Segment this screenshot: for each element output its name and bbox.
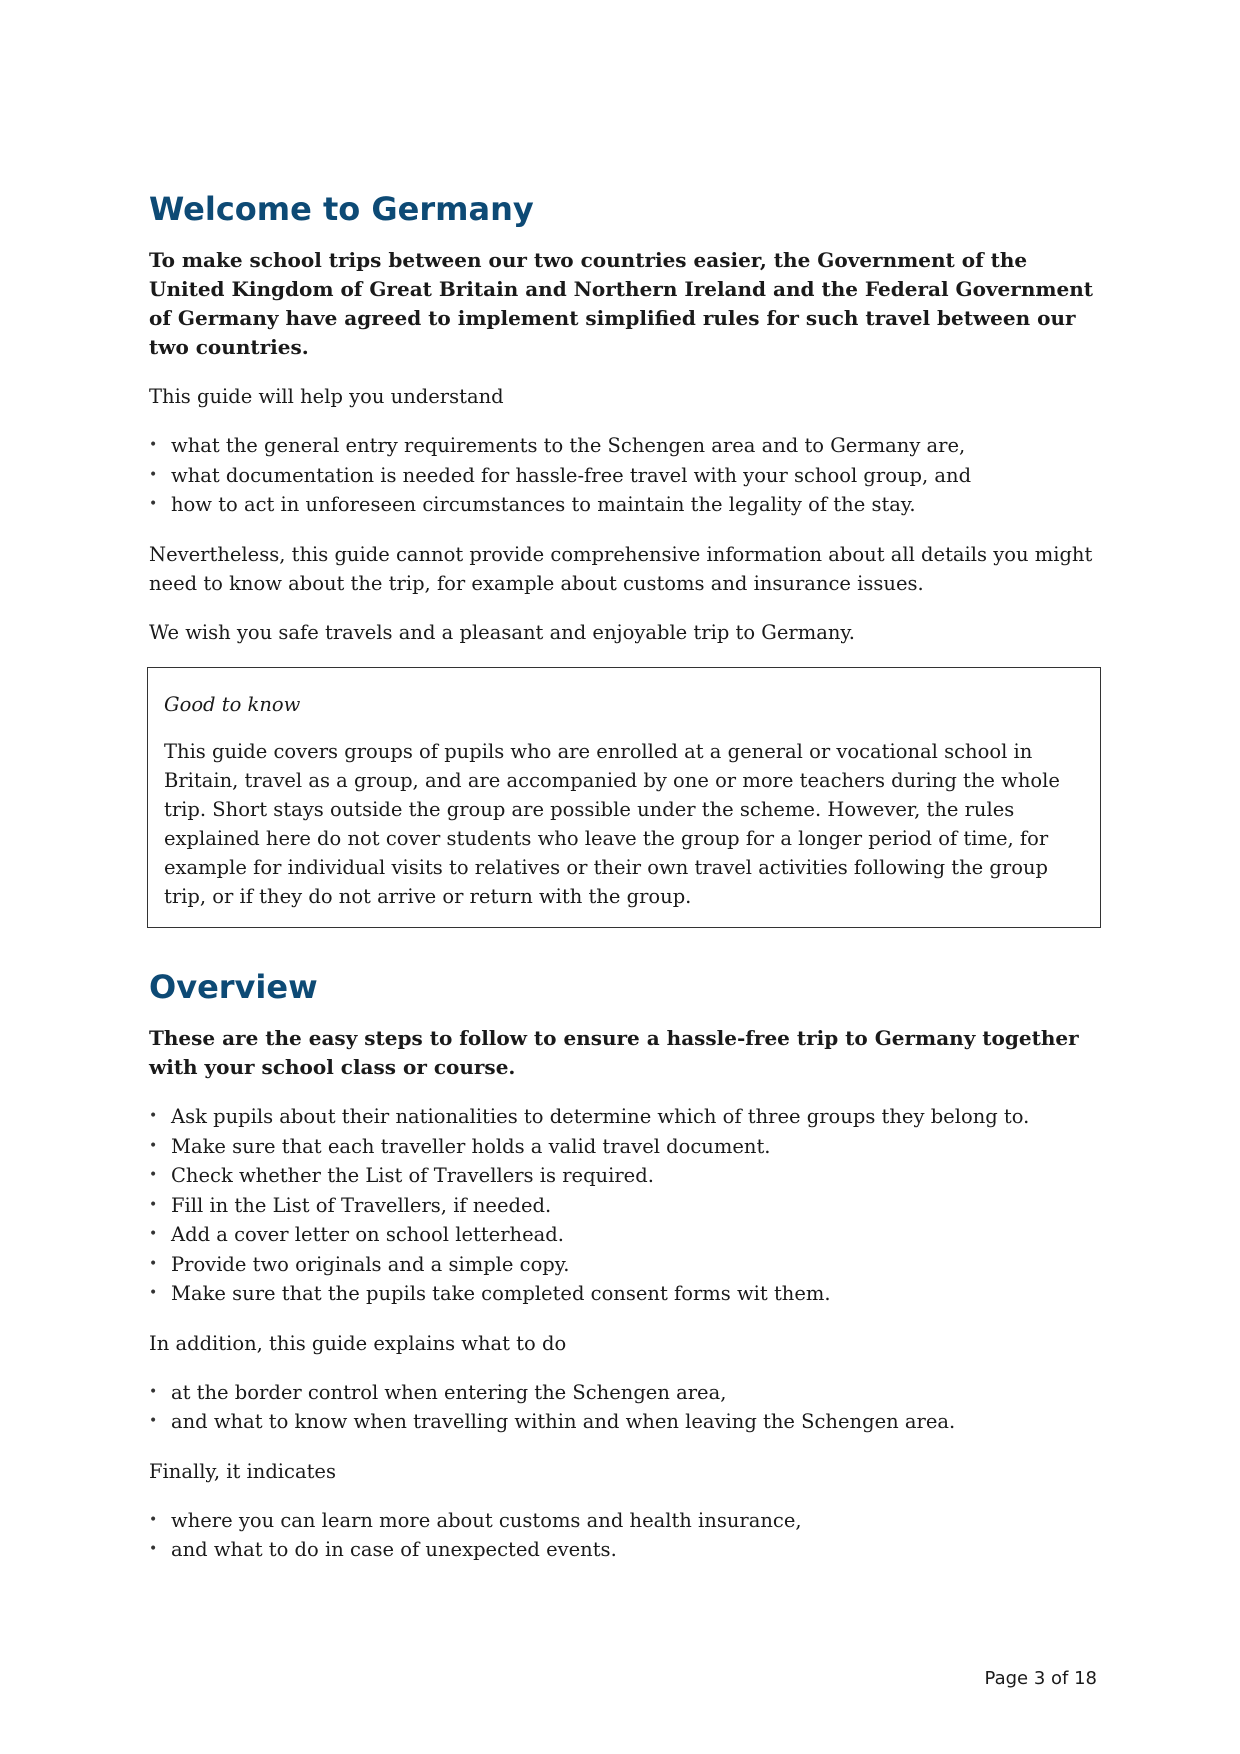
overview-finally-list: [149, 1506, 1101, 1565]
overview-steps-list: [149, 1102, 1101, 1309]
page-number: Page 3 of 18: [984, 1668, 1097, 1689]
welcome-heading: Welcome to Germany: [149, 190, 534, 228]
list-item: • at the border control when entering the Schengen area,: [149, 1378, 1101, 1408]
list-item: • what documentation is needed for hassle-free travel with your school group, and: [149, 461, 1101, 491]
overview-addition-intro: In addition, this guide explains what to do: [149, 1331, 567, 1355]
list-item: • and what to know when travelling within and when leaving the Schengen area.: [149, 1407, 1101, 1437]
list-item: • Make sure that the pupils take completed consent forms wit them.: [149, 1279, 1101, 1309]
overview-finally-intro: Finally, it indicates: [149, 1459, 336, 1483]
overview-addition-list: [149, 1378, 1101, 1437]
good-to-know-text: This guide covers groups of pupils who are enrolled at a general or vocational school in Britain, travel as a group, and are accompanied by one or more teachers during the whole trip. Short stays outside the group are possible under the scheme. However, the rules explained here do not cover students who leave the group for a longer period of time, for example for individual visits to relatives or their own travel activities following the group trip, or if they do not arrive or return with the group.: [164, 739, 1060, 908]
list-item: • what the general entry requirements to the Schengen area and to Germany are,: [149, 431, 1101, 461]
welcome-bullet-list: [149, 431, 1101, 520]
document-page: [149, 190, 1101, 1585]
list-item: • and what to do in case of unexpected events.: [149, 1535, 1101, 1565]
list-item: • Provide two originals and a simple copy.: [149, 1250, 1101, 1280]
good-to-know-box: [147, 667, 1101, 928]
list-item: • Add a cover letter on school letterhead.: [149, 1220, 1101, 1250]
welcome-intro: This guide will help you understand: [149, 385, 504, 409]
welcome-paragraph-2: We wish you safe travels and a pleasant and enjoyable trip to Germany.: [149, 620, 856, 644]
welcome-lead: To make school trips between our two countries easier, the Government of the United Kingdom of Great Britain and Northern Ireland and the Federal Government of Germany have agreed to implement simplified rules for such travel between our two countries.: [149, 248, 1094, 360]
list-item: • how to act in unforeseen circumstances to maintain the legality of the stay.: [149, 490, 1101, 520]
overview-lead: These are the easy steps to follow to ensure a hassle-free trip to Germany together with your school class or course.: [149, 1026, 1079, 1080]
list-item: • where you can learn more about customs and health insurance,: [149, 1506, 1101, 1536]
overview-heading: Overview: [149, 967, 318, 1006]
list-item: • Ask pupils about their nationalities to determine which of three groups they belong to.: [149, 1102, 1101, 1132]
welcome-paragraph-1: Nevertheless, this guide cannot provide comprehensive information about all details you might need to know about the trip, for example about customs and insurance issues.: [149, 542, 1093, 595]
list-item: • Make sure that each traveller holds a valid travel document.: [149, 1132, 1101, 1162]
list-item: • Check whether the List of Travellers is required.: [149, 1161, 1101, 1191]
list-item: • Fill in the List of Travellers, if needed.: [149, 1191, 1101, 1221]
good-to-know-title: Good to know: [164, 692, 301, 716]
